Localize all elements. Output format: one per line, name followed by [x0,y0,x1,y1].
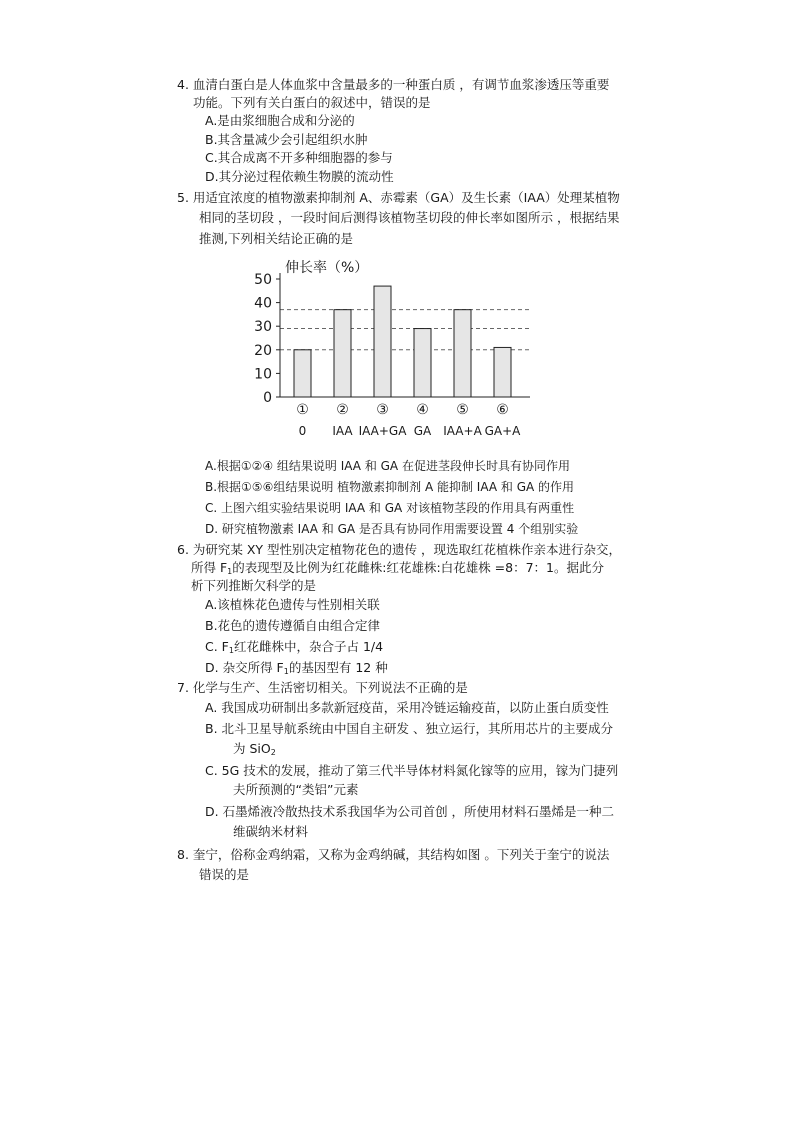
chart-group-number: ③ [376,402,389,418]
q7-option-b-line1: B. 北斗卫星导航系统由中国自主研发 、独立运行，其所用芯片的主要成分 [205,721,613,736]
q7-option-c-line1: C. 5G 技术的发展，推动了第三代半导体材料氮化镓等的应用，镓为门捷列 [205,763,619,778]
q5-stem-line1: 5. 用适宜浓度的植物激素抑制剂 A、赤霉素（GA）及生长素（IAA）处理某植物 [177,190,620,205]
q4-option-b: B.其含量减少会引起组织水肿 [205,132,368,147]
chart-group-number: ⑥ [496,402,509,418]
q7-option-a: A. 我国成功研制出多款新冠疫苗，采用冷链运输疫苗，以防止蛋白质变性 [205,700,609,715]
chart-bar [414,329,431,397]
q7-option-d-line1: D. 石墨烯液冷散热技术系我国华为公司首创 ，所使用材料石墨烯是一种二 [205,804,615,819]
chart-y-tick-label: 20 [254,342,272,359]
chart-category-label: GA+A [484,424,521,438]
q4-stem-line1: 4. 血清白蛋白是人体血浆中含量最多的一种蛋白质 ，有调节血浆渗透压等重要 [177,77,610,92]
q4-option-d: D.其分泌过程依赖生物膜的流动性 [205,169,394,184]
chart-y-tick-label: 30 [254,319,272,336]
q7-stem: 7. 化学与生产、生活密切相关。下列说法不正确的是 [177,680,468,695]
q6-stem-line1: 6. 为研究某 XY 型性别决定植物花色的遗传 ，现选取红花植株作亲本进行杂交， [177,542,622,557]
chart-y-axis-label: 伸长率（%） [285,260,369,276]
chart-bar [454,310,471,397]
q5-option-a: A.根据①②④ 组结果说明 IAA 和 GA 在促进茎段伸长时具有协同作用 [205,459,570,473]
q5-option-c: C. 上图六组实验结果说明 IAA 和 GA 对该植物茎段的作用具有两重性 [205,501,575,515]
q8-stem-line1: 8. 奎宁，俗称金鸡纳霜，又称为金鸡纳碱，其结构如图 。下列关于奎宁的说法 [177,847,610,862]
q4-stem-line2: 功能。下列有关白蛋白的叙述中，错误的是 [193,95,431,110]
elongation-rate-bar-chart [250,255,550,445]
q5-option-d: D. 研究植物激素 IAA 和 GA 是否具有协同作用需要设置 4 个组别实验 [205,522,579,536]
q5-stem-line2: 相同的茎切段 ，一段时间后测得该植物茎切段的伸长率如图所示 ，根据结果 [199,210,620,225]
chart-bar [334,310,351,397]
chart-category-label: 0 [298,424,307,438]
chart-group-number: ④ [416,402,429,418]
q6-option-d: D. 杂交所得 $F_1$的基因型有 12 种 [205,660,388,676]
chart-bar [494,347,511,397]
chart-y-tick-label: 40 [254,295,272,312]
chart-group-number: ⑤ [456,402,469,418]
chart-group-number: ① [296,402,309,418]
q6-option-a: A.该植株花色遗传与性别相关联 [205,597,380,612]
chart-y-tick-label: 10 [254,366,272,383]
q5-stem-line3: 推测,下列相关结论正确的是 [199,231,353,246]
chart-y-tick-label: 50 [254,272,272,288]
chart-y-tick-label: 0 [263,390,272,406]
q7-option-c-line2: 夫所预测的“类铝”元素 [233,782,359,797]
q6-stem-line3: 析下列推断欠科学的是 [191,578,317,593]
chart-category-label: GA [413,424,432,438]
q8-stem-line2: 错误的是 [199,867,250,882]
chart-category-label: IAA+GA [358,424,407,438]
q6-option-c: C. $F_1$红花雌株中，杂合子占 1/4 [205,639,384,655]
q4-option-a: A.是由浆细胞合成和分泌的 [205,113,355,128]
q6-option-b: B.花色的遗传遵循自由组合定律 [205,618,381,633]
q6-stem-line2: 所得 $F_1$的表现型及比例为红花雌株:红花雄株:白花雄株 =8：7：1。据此分 [191,560,604,576]
q4-option-c: C.其合成离不开多种细胞器的参与 [205,150,393,165]
q7-option-d-line2: 维碳纳米材料 [233,824,309,839]
q5-option-b: B.根据①⑤⑥组结果说明 植物激素抑制剂 A 能抑制 IAA 和 GA 的作用 [205,480,575,494]
chart-category-label: IAA [332,424,353,438]
chart-bar [294,350,311,397]
chart-bar [374,286,391,397]
chart-category-label: IAA+A [443,424,482,438]
q7-option-b-line2: 为 SiO$_2$ [233,741,276,757]
chart-group-number: ② [336,402,349,418]
